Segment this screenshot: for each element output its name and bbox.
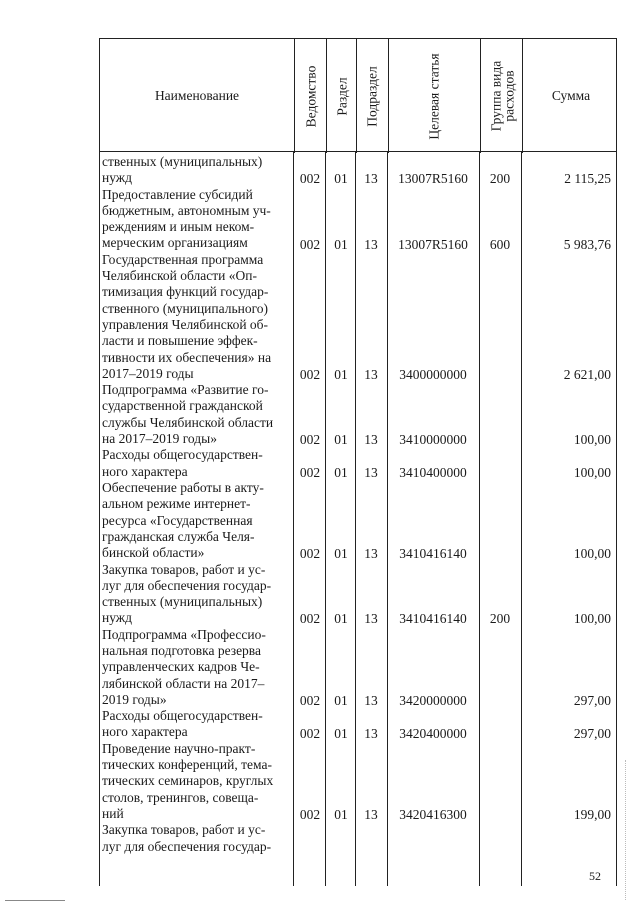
cell-celevaya: 3420400000: [399, 725, 467, 741]
header-gruppa-line1: Группа вида: [488, 60, 503, 132]
cell-ved: 002: [299, 236, 321, 252]
column-divider: [325, 152, 326, 886]
cell-gruppa: 200: [489, 171, 511, 187]
cell-celevaya: 3410400000: [399, 464, 467, 480]
row-name: [102, 154, 286, 187]
cell-summa: 100,00: [573, 611, 611, 627]
cell-summa: 5 983,76: [563, 236, 611, 252]
header-gruppa: [489, 61, 515, 132]
column-divider: [326, 39, 327, 153]
column-divider: [293, 152, 294, 886]
row-name-line: тических семинаров, круглых: [102, 773, 274, 789]
header-ved: Ведомство: [303, 65, 319, 127]
row-name-line: бинской области»: [102, 545, 205, 561]
row-name-line: мерческим организациям: [102, 235, 248, 251]
row-name-line: Закупка товаров, работ и ус-: [102, 822, 266, 838]
header-celevaya: Целевая статья: [426, 52, 442, 140]
table-border-left: [99, 152, 100, 886]
cell-razdel: 01: [334, 464, 348, 480]
cell-celevaya: 13007R5160: [398, 171, 468, 187]
cell-celevaya: 3410416140: [399, 546, 467, 562]
cell-razdel: 01: [334, 725, 348, 741]
row-name-line: управленческих кадров Че-: [102, 659, 260, 675]
row-name: [102, 627, 286, 708]
cell-podrazdel: 13: [364, 432, 378, 448]
row-name-line: нальная подготовка резерва: [102, 642, 261, 658]
cell-celevaya: 3410000000: [399, 432, 467, 448]
cell-gruppa: 600: [489, 236, 511, 252]
cell-summa: 297,00: [573, 725, 611, 741]
row-name-line: на 2017–2019 годы»: [102, 431, 217, 447]
cell-razdel: 01: [334, 171, 348, 187]
row-name-line: столов, тренингов, совеща-: [102, 789, 259, 805]
header-celevaya-cell: [390, 39, 478, 153]
row-name: [102, 447, 286, 480]
cell-razdel: 01: [334, 432, 348, 448]
row-name-line: альном режиме интернет-: [102, 496, 251, 512]
cell-razdel: 01: [334, 611, 348, 627]
table-border-right: [616, 152, 617, 886]
row-name: [102, 187, 286, 252]
cell-summa: 297,00: [573, 692, 611, 708]
cell-razdel: 01: [334, 807, 348, 822]
header-gruppa-cell: [482, 39, 522, 153]
cell-celevaya: 13007R5160: [398, 236, 468, 252]
cell-podrazdel: 13: [364, 171, 378, 187]
header-name: Наименование: [154, 88, 240, 103]
row-name-line: гражданская служба Челя-: [102, 528, 255, 544]
header-razdel-cell: [328, 39, 356, 153]
cell-razdel: 01: [334, 366, 348, 382]
row-name-line: нужд: [102, 610, 132, 626]
row-name: [102, 741, 286, 822]
row-name-line: Расходы общегосударствен-: [102, 708, 263, 724]
page-number: 52: [589, 869, 601, 883]
row-name-line: Предоставление субсидий: [102, 186, 253, 202]
cell-ved: 002: [299, 692, 321, 708]
row-name-line: Расходы общегосударствен-: [102, 447, 263, 463]
cell-podrazdel: 13: [364, 725, 378, 741]
cell-ved: 002: [299, 807, 321, 822]
cell-podrazdel: 13: [364, 546, 378, 562]
row-name-line: сударственной гражданской: [102, 398, 263, 414]
cell-razdel: 01: [334, 546, 348, 562]
cell-ved: 002: [299, 171, 321, 187]
column-divider: [480, 39, 481, 153]
row-name-line: луг для обеспечения государ-: [102, 577, 272, 593]
row-name-line: ственного (муниципального): [102, 300, 269, 316]
cell-ved: 002: [299, 464, 321, 480]
cell-ved: 002: [299, 546, 321, 562]
header-name-cell: [100, 39, 294, 153]
row-name-line: тических конференций, тема-: [102, 757, 272, 773]
cell-podrazdel: 13: [364, 366, 378, 382]
row-name-line: ственных (муниципальных): [102, 154, 263, 169]
row-name-line: Подпрограмма «Развитие го-: [102, 382, 269, 398]
row-name-line: ний: [102, 805, 124, 821]
row-name-line: нужд: [102, 170, 132, 186]
table-body: [99, 152, 617, 886]
row-name-line: Проведение научно-практ-: [102, 740, 256, 756]
cell-podrazdel: 13: [364, 464, 378, 480]
row-name-line: ресурса «Государственная: [102, 512, 253, 528]
cell-celevaya: 3410416140: [399, 611, 467, 627]
column-divider: [387, 152, 388, 886]
cell-summa: 100,00: [573, 432, 611, 448]
cell-summa: 2 621,00: [563, 366, 611, 382]
cell-podrazdel: 13: [364, 611, 378, 627]
row-name: [102, 708, 286, 741]
header-razdel: Раздел: [334, 76, 350, 116]
column-divider: [388, 39, 389, 153]
row-name: [102, 252, 286, 382]
row-name-line: Государственная программа: [102, 251, 264, 267]
cell-ved: 002: [299, 366, 321, 382]
row-name: [102, 382, 286, 447]
cell-celevaya: 3400000000: [399, 366, 467, 382]
row-name: [102, 822, 286, 855]
header-podrazdel: Подраздел: [364, 65, 380, 127]
row-name-line: реждениям и иным неком-: [102, 219, 255, 235]
header-ved-cell: [296, 39, 326, 153]
row-name-line: ного характера: [102, 724, 188, 740]
cell-razdel: 01: [334, 236, 348, 252]
row-name-line: управления Челябинской об-: [102, 316, 269, 332]
column-divider: [355, 152, 356, 886]
row-name: [102, 480, 286, 561]
cell-ved: 002: [299, 725, 321, 741]
column-divider: [294, 39, 295, 153]
header-summa: Сумма: [551, 88, 591, 103]
cell-podrazdel: 13: [364, 807, 378, 822]
row-name-line: тивности их обеспечения» на: [102, 349, 272, 365]
header-gruppa-line2: расходов: [501, 70, 516, 122]
table-header: [99, 38, 617, 152]
row-name-line: службы Челябинской области: [102, 414, 274, 430]
column-divider: [356, 39, 357, 153]
cell-summa: 100,00: [573, 464, 611, 480]
cell-razdel: 01: [334, 692, 348, 708]
cell-celevaya: 3420000000: [399, 692, 467, 708]
header-summa-cell: [524, 39, 618, 153]
cell-podrazdel: 13: [364, 692, 378, 708]
row-name-line: 2019 годы»: [102, 691, 167, 707]
row-name-line: тимизация функций государ-: [102, 284, 269, 300]
cell-summa: 2 115,25: [564, 171, 611, 187]
header-podrazdel-cell: [358, 39, 386, 153]
row-name-line: Закупка товаров, работ и ус-: [102, 561, 266, 577]
row-name-line: 2017–2019 годы: [102, 365, 194, 381]
scan-edge-marks: [625, 760, 628, 900]
row-name-line: Подпрограмма «Профессио-: [102, 626, 266, 642]
cell-celevaya: 3420416300: [399, 807, 467, 822]
row-name-line: ласти и повышение эффек-: [102, 333, 258, 349]
cell-summa: 199,00: [573, 807, 611, 822]
column-divider: [522, 39, 523, 153]
column-divider: [479, 152, 480, 886]
row-name: [102, 562, 286, 627]
row-name-line: Челябинской области «Оп-: [102, 268, 257, 284]
row-name-line: бюджетным, автономным уч-: [102, 202, 271, 218]
row-name-line: Обеспечение работы в акту-: [102, 480, 264, 495]
cell-ved: 002: [299, 432, 321, 448]
cell-summa: 100,00: [573, 546, 611, 562]
cell-gruppa: 200: [489, 611, 511, 627]
column-divider: [521, 152, 522, 886]
row-name-line: ственных (муниципальных): [102, 594, 263, 610]
row-name-line: ного характера: [102, 463, 188, 479]
cell-ved: 002: [299, 611, 321, 627]
row-name-line: луг для обеспечения государ-: [102, 838, 272, 854]
row-name-line: лябинской области на 2017–: [102, 675, 265, 691]
cell-podrazdel: 13: [364, 236, 378, 252]
footer-rule: [5, 900, 65, 901]
